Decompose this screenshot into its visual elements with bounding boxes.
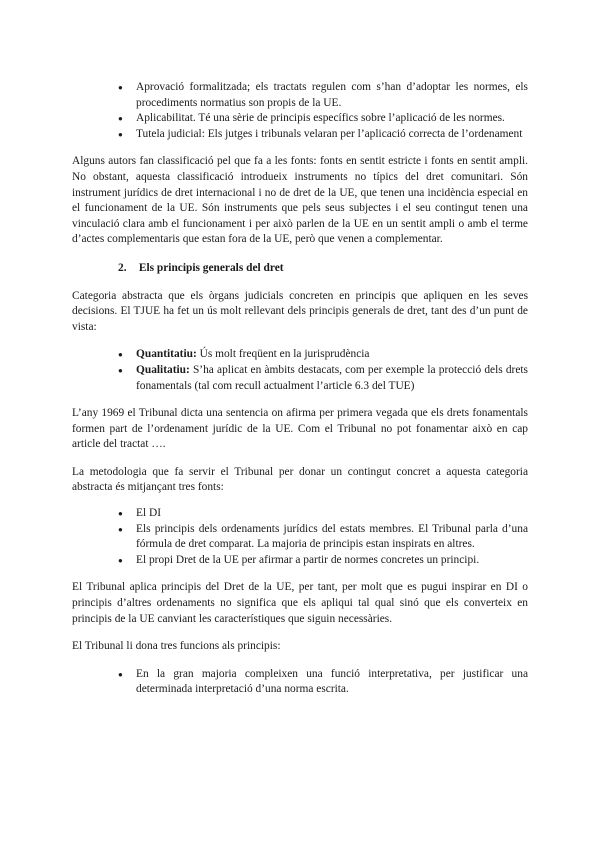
fonts-characteristics-list: [118, 80, 528, 142]
list-item: ● El propi Dret de la UE per afirmar a partir de normes concretes un principi.: [118, 553, 528, 569]
paragraph-classificacio: Alguns autors fan classificació pel que fa a les fonts: fonts en sentit estricte i fonts en sentit ampli. No obstant, aquesta classificació introdueix instruments no típics del dret comunitari. Són instrument jurídics de dret internacional i no de dret de la UE, que tenen una incidència especial en el funcionament de la UE. Són instruments que pels seus subjectes i el seu contingut tenen una vinculació clara amb el funcionament i per això parlen de la UE en un sentit ampli o amb el terme d’actes complementaris que estan fora de la UE, però que venen a complementar.: [72, 155, 528, 246]
paragraph-categoria: Categoria abstracta que els òrgans judicials concreten en principis que apliquen en les seves decisions. El TJUE ha fet un ús molt rellevant dels principis generals de dret, tant des d’un punt de vista:: [72, 289, 528, 333]
list-item: ● Aplicabilitat. Té una sèrie de principis específics sobre l’aplicació de les normes.: [118, 111, 528, 127]
document-page: [72, 80, 528, 698]
functions-list: [118, 667, 528, 698]
list-item: [118, 363, 528, 394]
paragraph-aplica: El Tribunal aplica principis del Dret de la UE, per tant, per molt que es pugui inspirar en DI o principis d’altres ordenaments no significa que els apliqui tal qual sinó que els converteix en principis de la UE canviant les característiques que siguin necessàries.: [72, 581, 528, 625]
item-label: Quantitatiu:: [136, 348, 197, 361]
point-of-view-list: [118, 347, 528, 394]
list-item: ● El DI: [118, 506, 528, 522]
paragraph-1969: L’any 1969 el Tribunal dicta una sentencia on afirma per primera vegada que els drets fonamentals formen part de l’ordenament jurídic de la UE. Com el Tribunal no pot fonamentar això en cap article del tractat ….: [72, 407, 528, 451]
paragraph-funcions: El Tribunal li dona tres funcions als principis:: [72, 640, 281, 653]
item-label: Qualitatiu:: [136, 363, 190, 376]
item-text: Ús molt freqüent en la jurisprudència: [196, 348, 370, 361]
section-title: Els principis generals del dret: [138, 261, 284, 274]
list-item: ● Els principis dels ordenaments jurídics del estats membres. El Tribunal parla d’una fórmula de dret comparat. La majoria de principis estan inspirats en altres.: [118, 522, 528, 553]
list-item: ● Aprovació formalitzada; els tractats regulen com s’han d’adoptar les normes, els procediments normatius son propis de la UE.: [118, 80, 528, 111]
item-text: S’ha aplicat en àmbits destacats, com per exemple la protecció dels drets fonamentals (tal com recull actualment l’article 6.3 del TUE): [136, 363, 528, 392]
section-heading: [118, 261, 528, 277]
list-item: ● Tutela judicial: Els jutges i tribunals velaran per l’aplicació correcta de l’ordenament: [118, 127, 528, 143]
list-item: ● En la gran majoria compleixen una funció interpretativa, per justificar una determinada interpretació d’una norma escrita.: [118, 667, 528, 698]
paragraph-metodologia: La metodologia que fa servir el Tribunal per donar un contingut concret a aquesta categoria abstracta és mitjançant tres fonts:: [72, 465, 528, 494]
section-number: 2.: [118, 261, 127, 274]
list-item: [118, 347, 528, 363]
three-sources-list: [118, 506, 528, 568]
